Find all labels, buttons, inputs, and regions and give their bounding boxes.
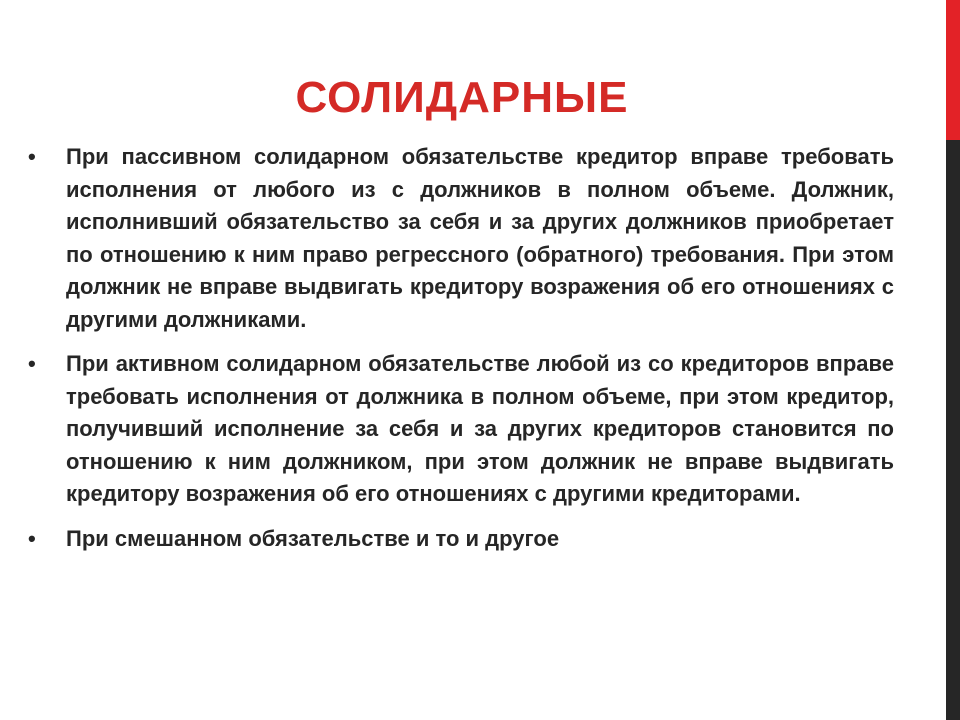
side-accent-bar-red [946,0,960,140]
bullet-list [28,141,894,567]
bullet-item [28,523,894,556]
bullet-marker: • [28,525,36,551]
bullet-text: При смешанном обязательстве и то и другое [66,525,560,551]
bullet-text: При пассивном солидарном обязательстве кредитор вправе требовать исполнения от любого из с должников в полном объеме. Должник, исполнивший обязательство за себя и за других должников приобретает по отношению к ним право регрессного (обратного) требования. При этом должник не вправе выдвигать кредитору возражения об его отношениях с другими должниками. [66,144,894,332]
bullet-text: При активном солидарном обязательстве любой из со кредиторов вправе требовать исполнения от должника в полном объеме, при этом кредитор, получивший исполнение за себя и за других кредиторов становится по отношению к ним должником, при этом должник не вправе выдвигать кредитору возражения об его отношениях с другими кредиторами. [66,351,894,506]
bullet-item [28,141,894,336]
bullet-marker: • [28,144,36,169]
slide-title: СОЛИДАРНЫЕ [295,73,629,122]
bullet-marker: • [28,351,36,376]
bullet-item [28,348,894,511]
